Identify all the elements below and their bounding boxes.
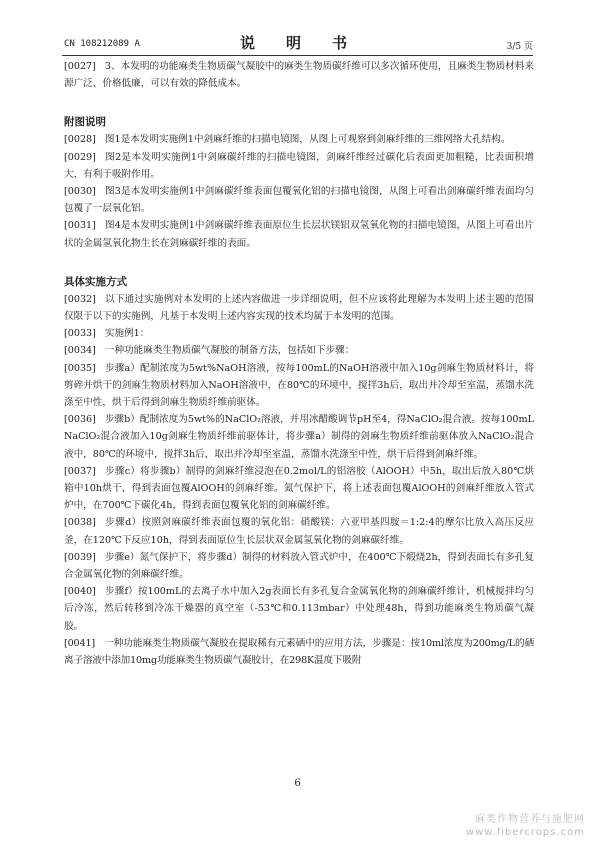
paragraph-0028: [64, 131, 534, 148]
watermark-url: www.fibercrops.com: [465, 827, 585, 838]
paragraph-text: 步骤a）配制浓度为5wt%NaOH溶液，按每100mL的NaOH溶液中加入10g剑麻生物质材料计，将剪碎并烘干的剑麻生物质材料加入NaOH溶液中，在80℃的环境中，搅拌3h后，取出并冷却至室温，蒸馏水洗涤至中性，烘干后得到剑麻生物质纤维前驱体。: [64, 362, 534, 409]
paragraph-text: 图2是本发明实施例1中剑麻碳纤维的扫描电镜图，剑麻纤维经过碳化后表面更加粗糙，比表面积增大，有利于吸附作用。: [64, 151, 534, 180]
paragraph-0036: [64, 411, 534, 463]
paragraph-0032: [64, 291, 534, 325]
paragraph-number: [0034]: [64, 345, 96, 357]
paragraph-0038: [64, 514, 534, 548]
watermark: [466, 813, 585, 839]
paragraph-number: [0036]: [64, 414, 96, 426]
paragraph-0041: [64, 635, 534, 669]
page-indicator: 3/5 页: [506, 42, 533, 52]
patent-number: CN 108212089 A: [64, 39, 140, 49]
paragraph-number: [0028]: [64, 134, 96, 146]
paragraph-text: 步骤e）氮气保护下，将步骤d）制得的材料放入管式炉中，在400℃下煅烧2h，得到表面长有多孔复合金属氧化物的剑麻碳纤维。: [64, 551, 534, 581]
paragraph-0033: [64, 325, 534, 342]
paragraph-text: 步骤b）配制浓度为5wt%的NaClO₂溶液，并用冰醋酸调节pH至4，得NaClO₂混合液。按每100mL NaClO₂混合液加入10g剑麻生物质纤维前驱体计，将步骤a）制得的剑麻生物质纤维前驱体放入NaClO₂混合液中，80℃的环境中，搅拌3h后，取出并冷却至室温，蒸馏水洗涤至中性，烘干后得到剑麻纤维。: [64, 414, 534, 460]
paragraph-0039: [64, 549, 534, 583]
paragraph-0031: [64, 217, 534, 251]
header-divider: [62, 55, 533, 56]
paragraph-0040: [64, 583, 534, 635]
paragraph-number: [0033]: [64, 328, 96, 340]
paragraph-text: 步骤d）按照剑麻碳纤维表面包覆的氧化铝：硝酸镁：六亚甲基四胺＝1:2:4的摩尔比放入高压反应釜，在120℃下反应10h，得到表面原位生长层状双金属氢氧化物的剑麻碳纤维。: [64, 517, 534, 546]
paragraph-0027: [64, 58, 534, 92]
paragraph-0037: [64, 463, 534, 515]
paragraph-text: 图3是本发明实施例1中剑麻碳纤维表面包覆氧化铝的扫描电镜图，从图上可看出剑麻碳纤维表面均匀包覆了一层氧化铝。: [64, 186, 534, 215]
paragraph-number: [0040]: [64, 586, 96, 598]
paragraph-number: [0031]: [64, 220, 96, 232]
paragraph-text: 图1是本发明实施例1中剑麻纤维的扫描电镜图，从图上可观察到剑麻纤维的三维网络大孔结构。: [104, 134, 511, 146]
page-number: 6: [294, 778, 301, 789]
paragraph-0030: [64, 183, 534, 217]
paragraph-0035: [64, 360, 534, 412]
paragraph-text: 步骤f）按100mL的去离子水中加入2g表面长有多孔复合金属氧化物的剑麻碳纤维计，机械搅拌均匀后冷冻，然后转移到冷冻干燥器的真空室（-53℃和0.113mbar）中处理48h，得到功能麻类生物质碳气凝胶。: [64, 586, 534, 632]
paragraph-text: 以下通过实施例对本发明的上述内容做进一步详细说明，但不应该将此理解为本发明上述主题的范围仅限于以下的实施例，凡基于本发明上述内容实现的技术均属于本发明的范围。: [64, 293, 534, 323]
paragraph-number: [0039]: [64, 551, 96, 563]
paragraph-0034: [64, 342, 534, 359]
watermark-site-name: 麻类作物营养与施肥网: [475, 814, 585, 825]
paragraph-text: 实施例1：: [104, 328, 150, 340]
document-body: [64, 58, 534, 669]
section-heading-embodiments: 具体实施方式: [64, 275, 127, 288]
paragraph-number: [0037]: [64, 465, 96, 477]
paragraph-text: 一种功能麻类生物质碳气凝胶的制备方法，包括如下步骤：: [104, 345, 355, 357]
paragraph-text: 图4是本发明实施例1中剑麻碳纤维表面原位生长层状镁铝双氢氧化物的扫描电镜图，从图上可看出片状的金属氢氧化物生长在剑麻碳纤维的表面。: [64, 220, 534, 249]
paragraph-number: [0041]: [64, 637, 96, 649]
paragraph-text: 一种功能麻类生物质碳气凝胶在提取稀有元素硒中的应用方法，步骤是：按10ml浓度为200mg/L的硒离子溶液中添加10mg功能麻类生物质碳气凝胶计，在298K温度下吸附: [64, 637, 534, 667]
document-title: 说 明 书: [239, 34, 355, 52]
paragraph-text: 3、本发明的功能麻类生物质碳气凝胶中的麻类生物质碳纤维可以多次循环使用，且麻类生物质材料来源广泛、价格低廉，可以有效的降低成本。: [64, 61, 534, 90]
paragraph-text: 步骤c）将步骤b）制得的剑麻纤维浸泡在0.2mol/L的铝溶胶（AlOOH）中5h，取出后放入80℃烘箱中10h烘干，得到表面包覆AlOOH的剑麻纤维。氮气保护下，将上述表面包覆AlOOH的剑麻纤维放入管式炉中，在700℃下碳化4h，得到表面包覆氧化铝的剑麻碳纤维。: [64, 465, 534, 512]
paragraph-number: [0035]: [64, 362, 96, 374]
paragraph-number: [0029]: [64, 151, 96, 163]
paragraph-number: [0032]: [64, 293, 96, 305]
section-heading-figures: 附图说明: [64, 116, 106, 129]
paragraph-number: [0027]: [64, 61, 96, 72]
paragraph-number: [0030]: [64, 186, 96, 198]
paragraph-0029: [64, 149, 534, 183]
paragraph-number: [0038]: [64, 517, 96, 529]
